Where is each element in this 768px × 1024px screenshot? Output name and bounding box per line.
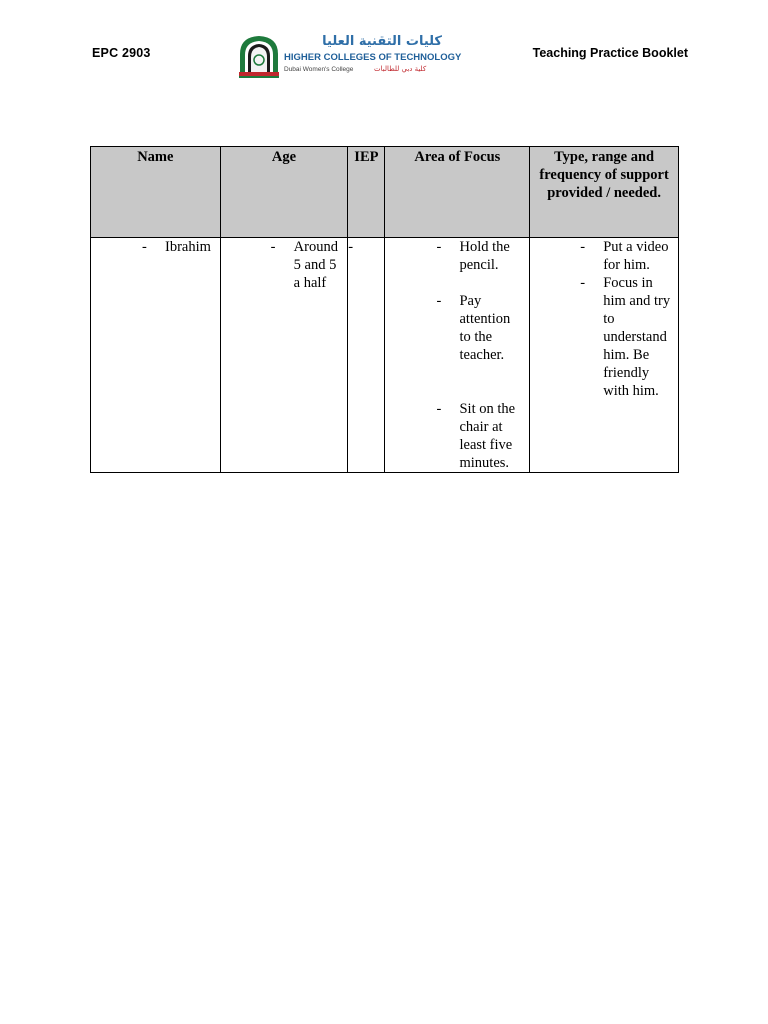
college-emblem-icon bbox=[236, 34, 282, 80]
focus-item: Pay attention to the teacher. bbox=[459, 293, 511, 363]
bullet-marker: - bbox=[580, 275, 586, 291]
header-support: Type, range and frequency of support provided / needed. bbox=[530, 147, 679, 238]
student-focus-table bbox=[90, 146, 679, 473]
logo-arabic-campus: كلية دبي للطالبات bbox=[374, 65, 427, 73]
bullet-marker: - bbox=[436, 293, 442, 309]
logo-campus-name: Dubai Women's College bbox=[284, 66, 354, 73]
student-name: Ibrahim bbox=[165, 239, 211, 255]
student-age: Around 5 and 5 a half bbox=[293, 239, 338, 291]
logo-arabic-name: كليات التقنية العليا bbox=[322, 34, 442, 49]
table-header-row bbox=[91, 147, 679, 238]
student-age-cell bbox=[220, 238, 348, 473]
focus-item: Hold the pencil. bbox=[459, 239, 510, 273]
bullet-marker: - bbox=[436, 239, 442, 255]
booklet-title: Teaching Practice Booklet bbox=[532, 46, 688, 60]
iep-value: - bbox=[348, 239, 354, 255]
bullet-marker: - bbox=[580, 239, 586, 255]
page-header bbox=[0, 0, 768, 100]
student-name-cell bbox=[91, 238, 221, 473]
college-logo bbox=[236, 34, 462, 80]
bullet-marker: - bbox=[436, 401, 442, 417]
header-iep: IEP bbox=[348, 147, 385, 238]
course-code: EPC 2903 bbox=[92, 46, 151, 60]
support-item: Focus in him and try to understand him. Be friendly with him. bbox=[603, 275, 671, 399]
support-item: Put a video for him. bbox=[603, 239, 669, 273]
header-area-of-focus: Area of Focus bbox=[385, 147, 530, 238]
header-age: Age bbox=[220, 147, 348, 238]
focus-item: Sit on the chair at least five minutes. bbox=[459, 401, 516, 471]
header-name: Name bbox=[91, 147, 221, 238]
iep-cell bbox=[348, 238, 385, 473]
support-cell bbox=[530, 238, 679, 473]
area-of-focus-cell bbox=[385, 238, 530, 473]
logo-english-name: HIGHER COLLEGES OF TECHNOLOGY bbox=[284, 52, 462, 63]
table-row bbox=[91, 238, 679, 473]
bullet-marker: - bbox=[142, 239, 147, 255]
bullet-marker: - bbox=[270, 239, 276, 255]
